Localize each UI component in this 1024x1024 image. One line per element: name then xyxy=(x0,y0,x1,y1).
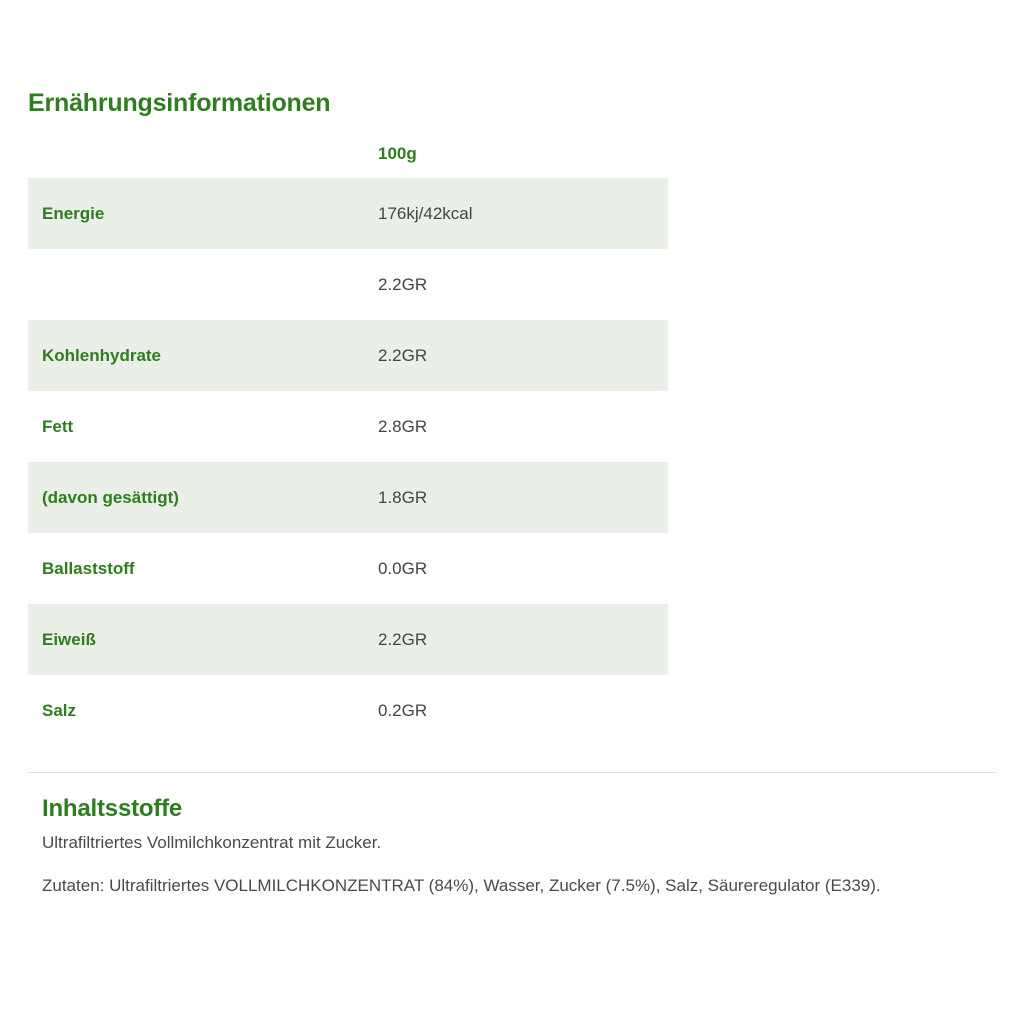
ingredients-details: Zutaten: Ultrafiltriertes VOLLMILCHKONZENTRAT (84%), Wasser, Zucker (7.5%), Salz, Säureregulator (E339). xyxy=(42,876,881,895)
nutrient-value: 2.8GR xyxy=(378,416,428,436)
ingredients-summary: Ultrafiltriertes Vollmilchkonzentrat mit Zucker. xyxy=(42,833,382,852)
table-row xyxy=(28,533,668,604)
nutrient-value: 1.8GR xyxy=(364,462,668,533)
nutrition-heading: Ernährungsinformationen xyxy=(28,89,331,117)
table-row xyxy=(28,178,668,249)
nutrient-label: (davon gesättigt) xyxy=(28,462,364,533)
nutrient-label: Eiweiß xyxy=(28,604,364,675)
table-row xyxy=(28,249,668,320)
column-header-label xyxy=(28,144,364,178)
table-row xyxy=(28,462,668,533)
nutrition-table xyxy=(28,144,668,746)
nutrient-value: 176kj/42kcal xyxy=(364,178,668,249)
nutrient-label: Fett xyxy=(42,416,74,436)
nutrient-label: Ballaststoff xyxy=(42,558,135,578)
table-row xyxy=(28,391,668,462)
nutrient-label: Energie xyxy=(28,178,364,249)
nutrient-value: 2.2GR xyxy=(364,604,668,675)
nutrient-label: Salz xyxy=(42,700,77,720)
nutrient-value: 2.2GR xyxy=(364,320,668,391)
table-row xyxy=(28,675,668,746)
nutrient-value: 0.0GR xyxy=(378,558,428,578)
table-row xyxy=(28,320,668,391)
nutrient-value: 0.2GR xyxy=(378,700,428,720)
table-row xyxy=(28,604,668,675)
column-header-100g: 100g xyxy=(364,144,668,178)
table-header-row xyxy=(28,144,668,178)
ingredients-heading: Inhaltsstoffe xyxy=(42,795,183,822)
nutrient-label: Kohlenhydrate xyxy=(28,320,364,391)
nutrient-value: 2.2GR xyxy=(378,274,428,294)
nutrient-label xyxy=(28,249,364,320)
